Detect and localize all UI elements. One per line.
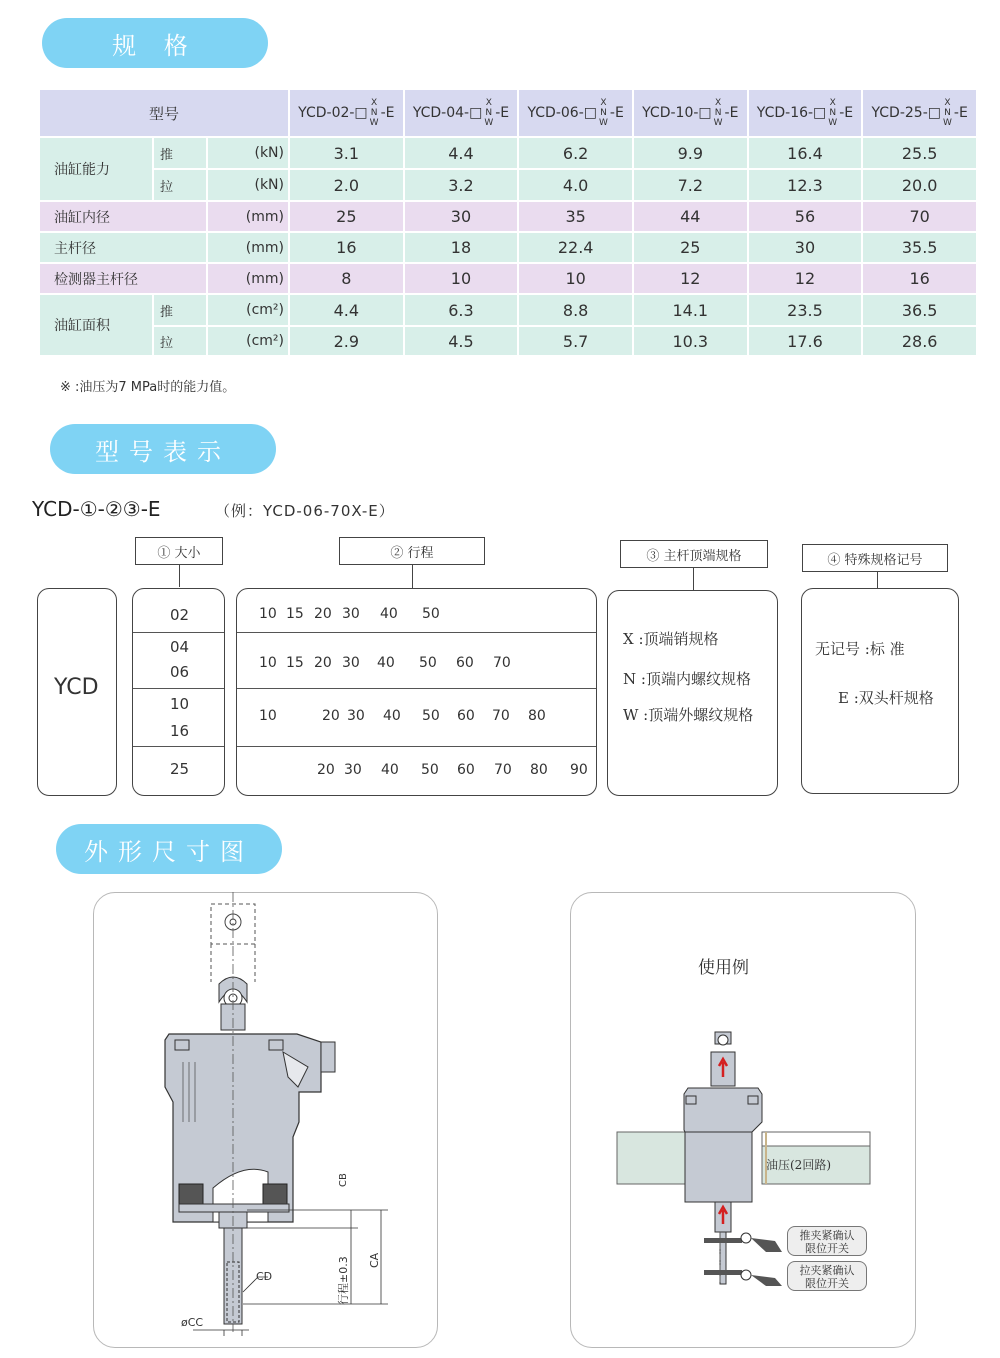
switch-push-line1: 推夹紧确认 bbox=[799, 1229, 855, 1242]
unit-label: (mm) bbox=[208, 202, 288, 231]
stroke-value: 90 bbox=[570, 762, 588, 778]
table-cell: 18 bbox=[405, 233, 518, 262]
model-col: YCD-04-□ X N W -E bbox=[405, 90, 518, 136]
table-cell: 14.1 bbox=[634, 295, 747, 325]
table-cell: 25.5 bbox=[863, 138, 976, 168]
stroke-value: 20 bbox=[314, 606, 332, 622]
size-value: 16 bbox=[170, 722, 190, 740]
section-title-spec: 规 格 bbox=[42, 18, 268, 68]
table-cell: 20.0 bbox=[863, 170, 976, 200]
stroke-value: 20 bbox=[317, 762, 335, 778]
connector-line bbox=[693, 568, 694, 590]
stroke-value: 10 bbox=[259, 606, 277, 622]
stroke-value: 50 bbox=[422, 606, 440, 622]
stroke-value: 70 bbox=[494, 762, 512, 778]
stroke-value: 40 bbox=[377, 655, 395, 671]
table-row bbox=[40, 202, 976, 231]
table-cell: 35.5 bbox=[863, 233, 976, 262]
table-cell: 2.0 bbox=[290, 170, 403, 200]
rod-option: W :顶端外螺纹规格 bbox=[623, 706, 754, 724]
unit-label: (kN) bbox=[208, 170, 288, 200]
switch-push-callout bbox=[787, 1226, 867, 1256]
model-col: YCD-06-□ X N W -E bbox=[519, 90, 632, 136]
stroke-value: 10 bbox=[259, 708, 277, 724]
section-title-dims: 外形尺寸图 bbox=[56, 824, 282, 874]
size-label: ① 大小 bbox=[135, 537, 223, 565]
size-value: 04 bbox=[170, 638, 190, 656]
model-code: YCD-①-②③-E bbox=[32, 497, 161, 521]
stroke-value: 60 bbox=[456, 655, 474, 671]
pull-label: 拉 bbox=[154, 327, 206, 355]
stroke-value: 20 bbox=[322, 708, 340, 724]
stroke-value: 20 bbox=[314, 655, 332, 671]
special-option: E :双头杆规格 bbox=[838, 689, 934, 707]
switch-pull-line2: 限位开关 bbox=[805, 1277, 849, 1290]
table-row bbox=[40, 295, 976, 325]
stroke-value: 15 bbox=[286, 606, 304, 622]
table-cell: 7.2 bbox=[634, 170, 747, 200]
stroke-value: 30 bbox=[342, 606, 360, 622]
unit-label: (mm) bbox=[208, 233, 288, 262]
model-header: 型号 bbox=[40, 90, 288, 136]
model-col: YCD-02-□ X N W -E bbox=[290, 90, 403, 136]
table-row bbox=[40, 264, 976, 293]
rod-option: N :顶端内螺纹规格 bbox=[623, 670, 751, 688]
switch-pull-callout bbox=[787, 1261, 867, 1291]
row-divider bbox=[133, 746, 224, 747]
table-cell: 8.8 bbox=[519, 295, 632, 325]
stroke-value: 60 bbox=[457, 762, 475, 778]
table-cell: 10 bbox=[405, 264, 518, 293]
stroke-value: 40 bbox=[381, 762, 399, 778]
stroke-value: 50 bbox=[422, 708, 440, 724]
table-cell: 36.5 bbox=[863, 295, 976, 325]
table-cell: 28.6 bbox=[863, 327, 976, 355]
special-option: 无记号 :标 准 bbox=[815, 640, 905, 658]
special-label: ④ 特殊规格记号 bbox=[802, 544, 948, 572]
stroke-value: 70 bbox=[492, 708, 510, 724]
dim-cd: CD bbox=[256, 1270, 273, 1283]
row-divider bbox=[237, 746, 596, 747]
force-label: 油缸能力 bbox=[40, 138, 152, 200]
table-cell: 17.6 bbox=[749, 327, 862, 355]
model-col: YCD-10-□ X N W -E bbox=[634, 90, 747, 136]
table-cell: 70 bbox=[863, 202, 976, 231]
stroke-value: 50 bbox=[419, 655, 437, 671]
table-cell: 16 bbox=[863, 264, 976, 293]
stroke-value: 40 bbox=[380, 606, 398, 622]
table-cell: 6.3 bbox=[405, 295, 518, 325]
dim-cb: CB bbox=[338, 1173, 349, 1187]
table-cell: 4.0 bbox=[519, 170, 632, 200]
table-row bbox=[40, 233, 976, 262]
row-divider bbox=[237, 632, 596, 633]
table-row bbox=[40, 170, 976, 200]
table-cell: 12 bbox=[634, 264, 747, 293]
stroke-value: 40 bbox=[383, 708, 401, 724]
unit-label: (mm) bbox=[208, 264, 288, 293]
table-cell: 2.9 bbox=[290, 327, 403, 355]
sensor-label: 检测器主杆径 bbox=[40, 264, 206, 293]
table-cell: 25 bbox=[290, 202, 403, 231]
dim-cc: øCC bbox=[181, 1316, 204, 1329]
model-col: YCD-25-□ X N W -E bbox=[863, 90, 976, 136]
table-cell: 12.3 bbox=[749, 170, 862, 200]
table-cell: 6.2 bbox=[519, 138, 632, 168]
size-value: 25 bbox=[170, 760, 190, 778]
dim-ca: CA bbox=[368, 1252, 381, 1268]
size-value: 06 bbox=[170, 663, 190, 681]
push-label: 推 bbox=[154, 295, 206, 325]
spec-header-row bbox=[40, 90, 976, 136]
table-cell: 22.4 bbox=[519, 233, 632, 262]
model-example: （例：YCD-06-70X-E） bbox=[215, 502, 395, 520]
connector-line bbox=[179, 565, 180, 587]
unit-label: (kN) bbox=[208, 138, 288, 168]
unit-label: (cm²) bbox=[208, 327, 288, 355]
rod-option: X :顶端销规格 bbox=[623, 630, 719, 648]
table-cell: 8 bbox=[290, 264, 403, 293]
row-divider bbox=[133, 688, 224, 689]
model-col: YCD-16-□ X N W -E bbox=[749, 90, 862, 136]
row-divider bbox=[237, 688, 596, 689]
switch-pull-line1: 拉夹紧确认 bbox=[799, 1264, 855, 1277]
size-value: 10 bbox=[170, 695, 190, 713]
table-cell: 56 bbox=[749, 202, 862, 231]
section-title-model: 型号表示 bbox=[50, 424, 276, 474]
stroke-value: 15 bbox=[286, 655, 304, 671]
unit-label: (cm²) bbox=[208, 295, 288, 325]
table-cell: 4.4 bbox=[290, 295, 403, 325]
usage-title: 使用例 bbox=[698, 958, 749, 978]
size-value: 02 bbox=[170, 606, 190, 624]
stroke-value: 80 bbox=[530, 762, 548, 778]
table-cell: 9.9 bbox=[634, 138, 747, 168]
stroke-label: ② 行程 bbox=[339, 537, 485, 565]
table-cell: 44 bbox=[634, 202, 747, 231]
table-cell: 12 bbox=[749, 264, 862, 293]
rod-end-box bbox=[607, 590, 778, 796]
table-row bbox=[40, 138, 976, 168]
stroke-value: 30 bbox=[344, 762, 362, 778]
table-cell: 10.3 bbox=[634, 327, 747, 355]
table-cell: 23.5 bbox=[749, 295, 862, 325]
rod-label: 主杆径 bbox=[40, 233, 206, 262]
area-label: 油缸面积 bbox=[40, 295, 152, 355]
table-cell: 30 bbox=[749, 233, 862, 262]
rod-end-label: ③ 主杆顶端规格 bbox=[620, 540, 768, 568]
stroke-value: 80 bbox=[528, 708, 546, 724]
table-cell: 4.4 bbox=[405, 138, 518, 168]
table-cell: 10 bbox=[519, 264, 632, 293]
bore-label: 油缸内径 bbox=[40, 202, 206, 231]
table-cell: 5.7 bbox=[519, 327, 632, 355]
stroke-value: 50 bbox=[421, 762, 439, 778]
spec-table bbox=[38, 88, 978, 357]
stroke-value: 70 bbox=[493, 655, 511, 671]
table-cell: 16.4 bbox=[749, 138, 862, 168]
dim-stroke: 行程±0.3 bbox=[337, 1256, 350, 1305]
table-row bbox=[40, 327, 976, 355]
oil-label: 油压(2回路) bbox=[766, 1158, 831, 1172]
prefix-text: YCD bbox=[54, 675, 99, 700]
stroke-value: 30 bbox=[347, 708, 365, 724]
stroke-value: 30 bbox=[342, 655, 360, 671]
push-label: 推 bbox=[154, 138, 206, 168]
table-cell: 3.1 bbox=[290, 138, 403, 168]
stroke-value: 10 bbox=[259, 655, 277, 671]
connector-line bbox=[412, 565, 413, 589]
table-cell: 30 bbox=[405, 202, 518, 231]
table-cell: 35 bbox=[519, 202, 632, 231]
footnote: ※ :油压为7 MPa时的能力值。 bbox=[60, 380, 236, 395]
table-cell: 25 bbox=[634, 233, 747, 262]
table-cell: 4.5 bbox=[405, 327, 518, 355]
switch-push-line2: 限位开关 bbox=[805, 1242, 849, 1255]
table-cell: 3.2 bbox=[405, 170, 518, 200]
stroke-value: 60 bbox=[457, 708, 475, 724]
table-cell: 16 bbox=[290, 233, 403, 262]
pull-label: 拉 bbox=[154, 170, 206, 200]
connector-line bbox=[877, 572, 878, 588]
row-divider bbox=[133, 632, 224, 633]
